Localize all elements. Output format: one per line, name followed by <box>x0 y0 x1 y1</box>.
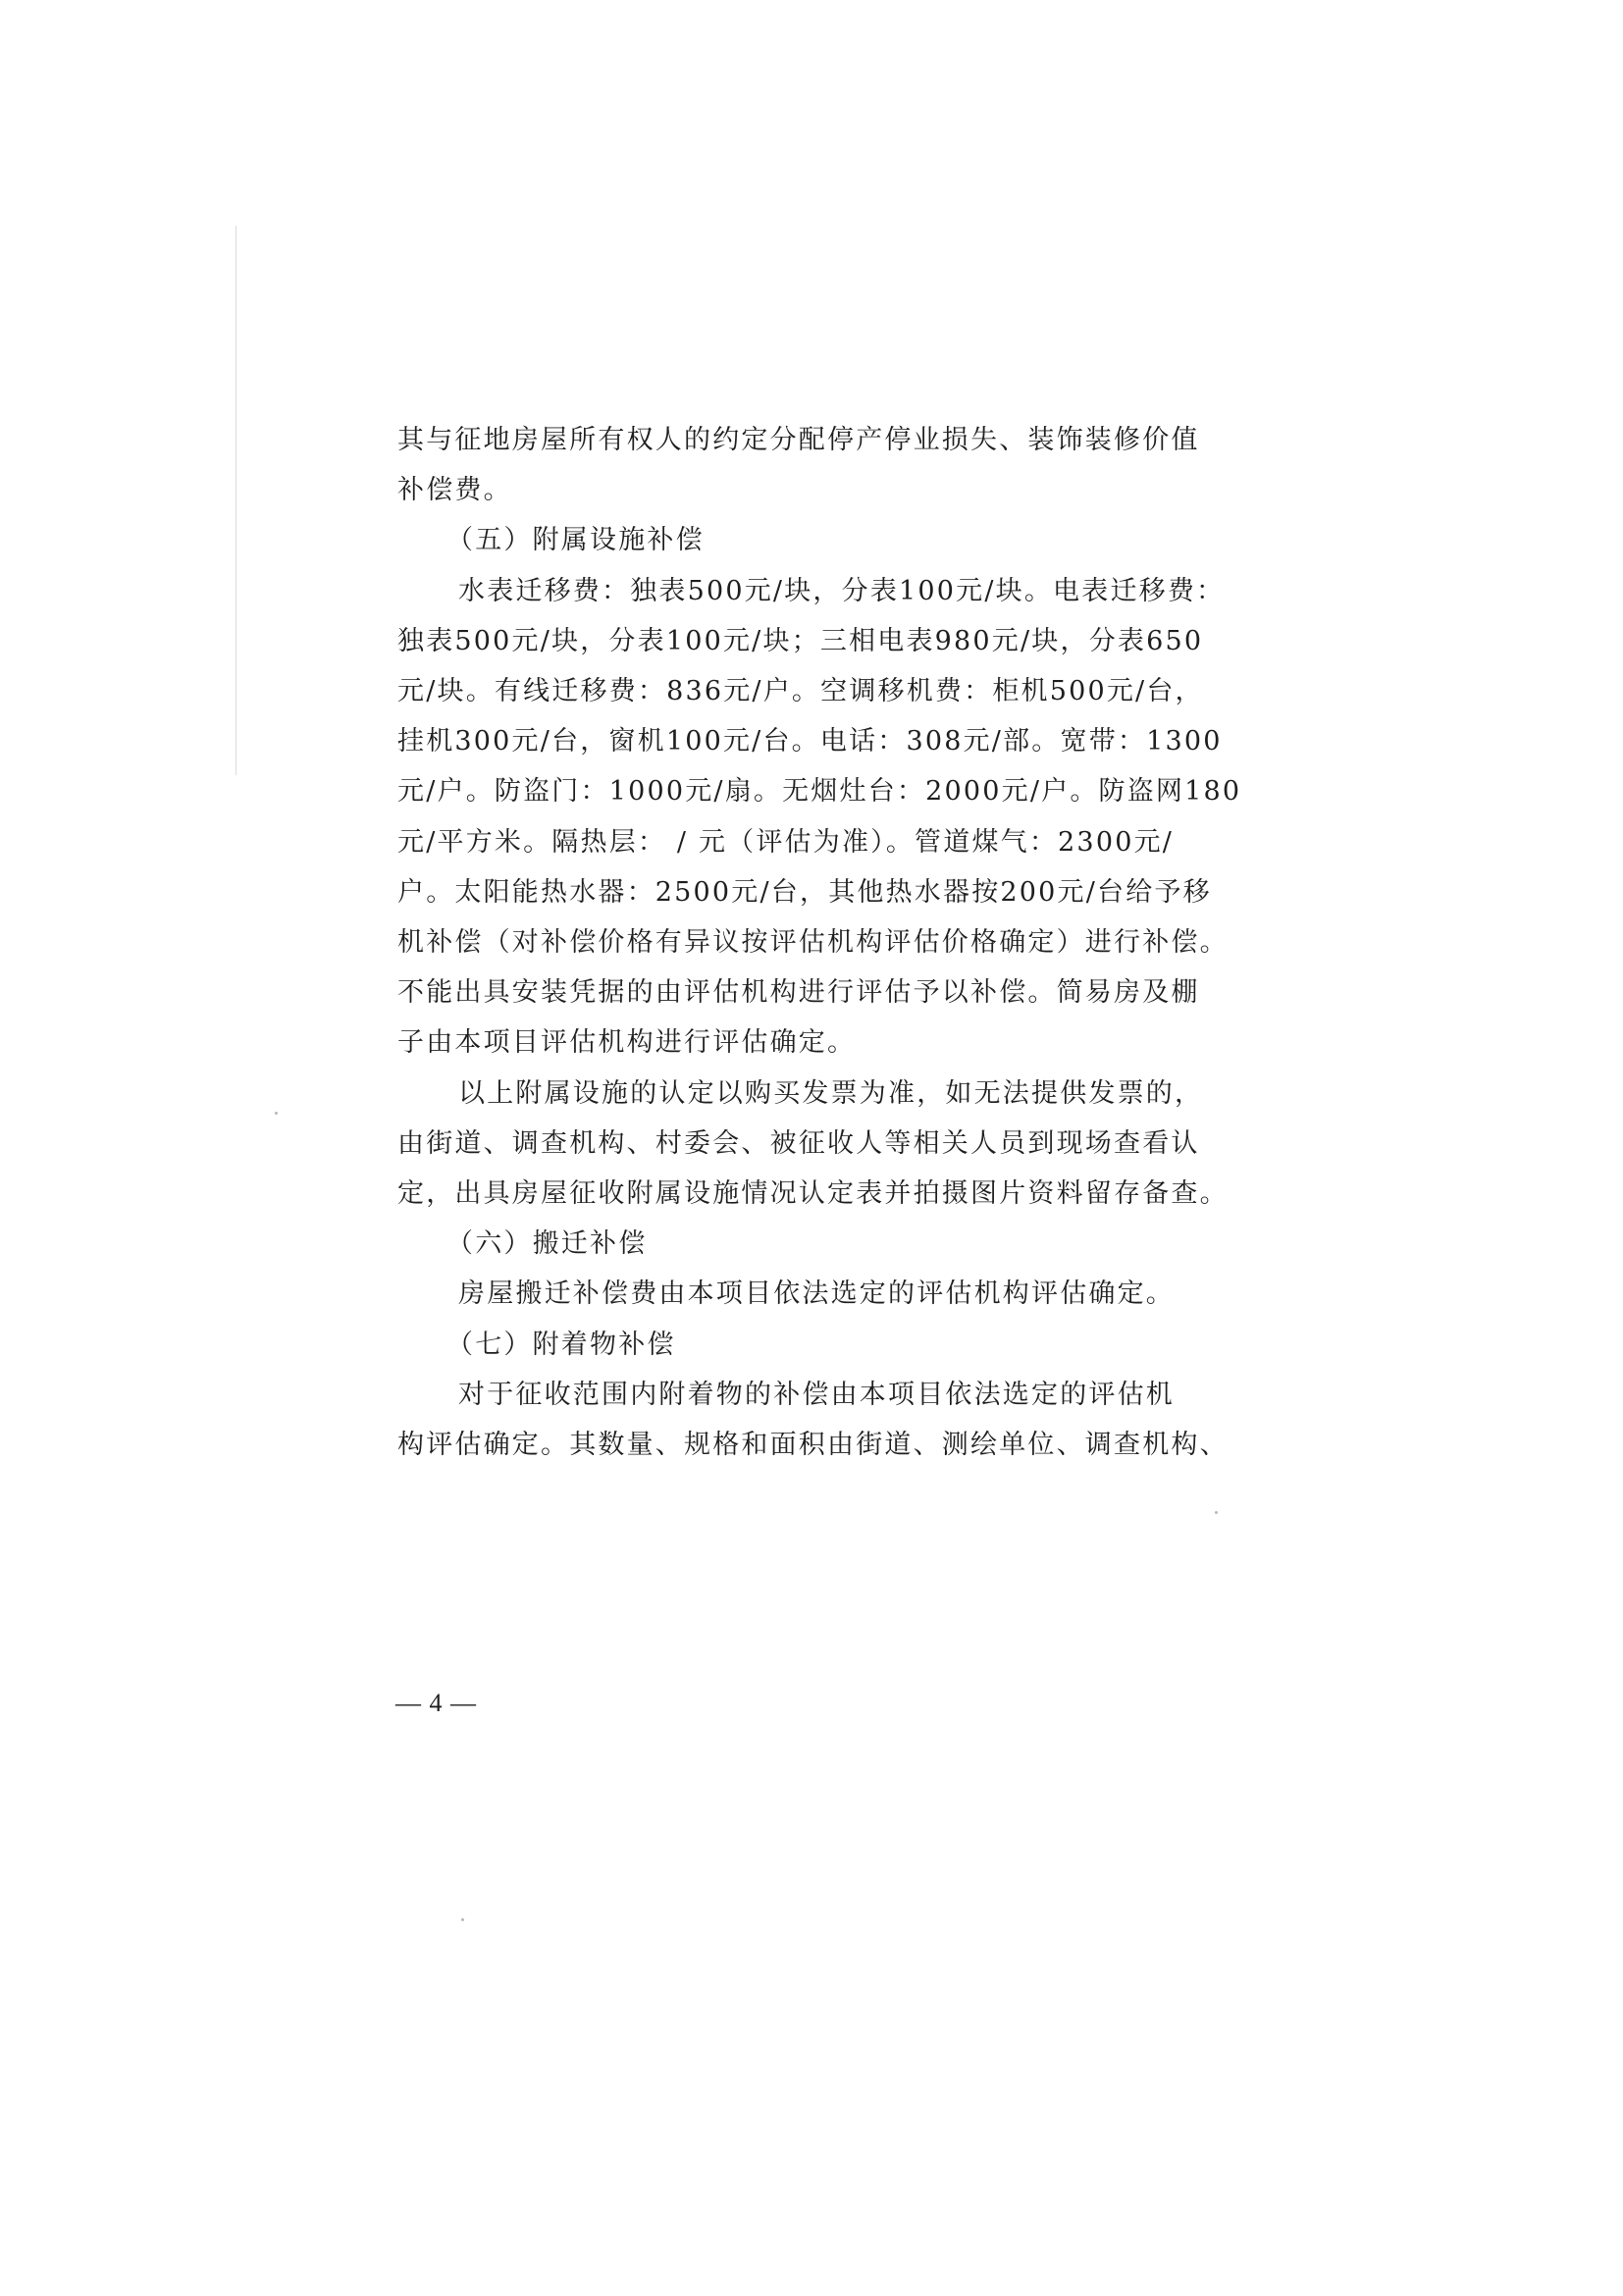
page-number: — 4 — <box>395 1689 477 1717</box>
section-heading: （七）附着物补偿 <box>446 1330 676 1360</box>
scan-speck <box>275 1112 278 1115</box>
section-heading: （五）附属设施补偿 <box>446 525 705 555</box>
text-line: 房屋搬迁补偿费由本项目依法选定的评估机构评估确定。 <box>458 1278 1175 1309</box>
scan-speck <box>461 1918 464 1921</box>
text-line: 元/平方米。隔热层： / 元（评估为准）。管道煤气：2300元/ <box>397 827 1175 858</box>
text-line: 机补偿（对补偿价格有异议按评估机构评估价格确定）进行补偿。 <box>397 927 1229 958</box>
text-line: 挂机300元/台，窗机100元/台。电话：308元/部。宽带：1300 <box>397 726 1223 757</box>
text-line: 户。太阳能热水器：2500元/台，其他热水器按200元/台给予移 <box>397 877 1212 908</box>
text-line: 由街道、调查机构、村委会、被征收人等相关人员到现场查看认 <box>397 1128 1200 1159</box>
text-line: 元/户。防盗门：1000元/扇。无烟灶台：2000元/户。防盗网180 <box>397 776 1242 807</box>
text-line: 其与征地房屋所有权人的约定分配停产停业损失、装饰装修价值 <box>397 425 1200 455</box>
scan-speck <box>1215 1511 1218 1514</box>
text-line: 元/块。有线迁移费：836元/户。空调移机费：柜机500元/台， <box>397 676 1204 706</box>
text-line: 水表迁移费：独表500元/块，分表100元/块。电表迁移费： <box>458 576 1226 606</box>
text-line: 独表500元/块，分表100元/块；三相电表980元/块，分表650 <box>397 626 1204 656</box>
text-line: 不能出具安装凭据的由评估机构进行评估予以补偿。简易房及棚 <box>397 977 1200 1008</box>
text-line: 对于征收范围内附着物的补偿由本项目依法选定的评估机 <box>458 1380 1175 1410</box>
text-line: 构评估确定。其数量、规格和面积由街道、测绘单位、调查机构、 <box>397 1430 1229 1460</box>
text-line: 子由本项目评估机构进行评估确定。 <box>397 1027 857 1058</box>
section-heading: （六）搬迁补偿 <box>446 1228 648 1259</box>
text-line: 补偿费。 <box>397 475 512 505</box>
text-line: 以上附属设施的认定以购买发票为准，如无法提供发票的， <box>458 1078 1204 1109</box>
text-line: 定，出具房屋征收附属设施情况认定表并拍摄图片资料留存备查。 <box>397 1178 1229 1209</box>
